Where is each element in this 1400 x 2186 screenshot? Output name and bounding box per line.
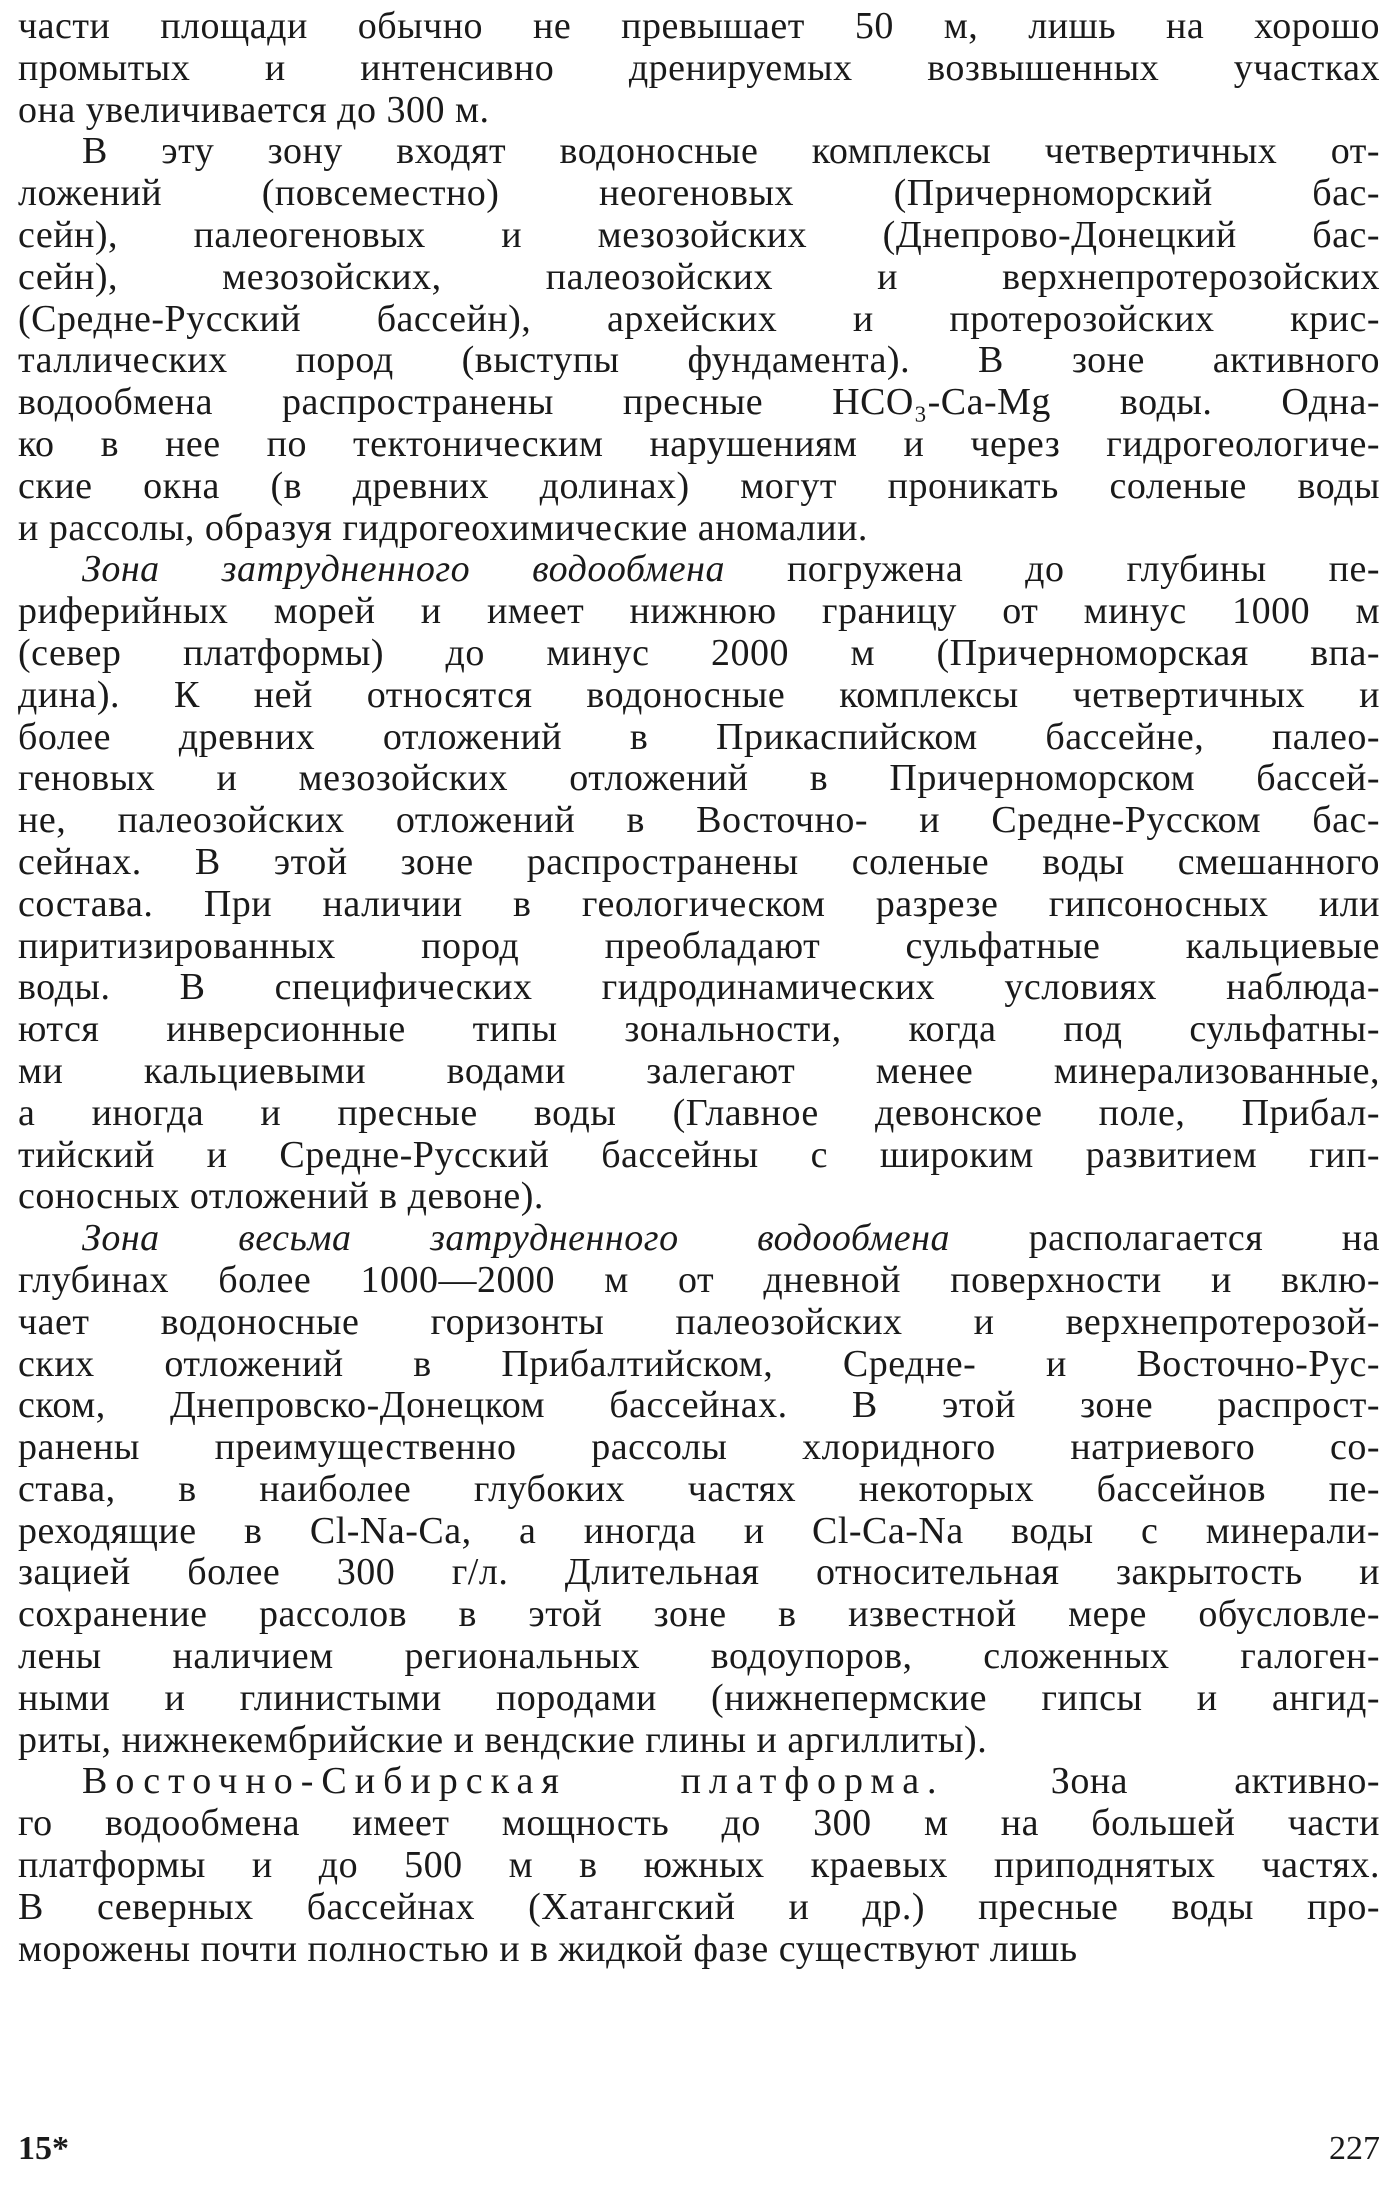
text-run: дина). К ней относятся водоносные комплексы четвертичных и bbox=[18, 674, 1380, 716]
text-line bbox=[18, 1929, 1380, 1971]
page-body bbox=[18, 6, 1380, 1970]
text-line bbox=[18, 1218, 1380, 1260]
text-line bbox=[18, 1887, 1380, 1929]
text-run: ложений (повсеместно) неогеновых (Причерноморский бас- bbox=[18, 173, 1380, 215]
text-run: реходящие в Cl-Na-Ca, а иногда и Cl-Ca-Na воды с минерали- bbox=[18, 1510, 1380, 1552]
text-run: лены наличием региональных водоупоров, сложенных галоген- bbox=[18, 1636, 1380, 1678]
text-line bbox=[18, 1385, 1380, 1427]
italic-run: Зона затрудненного водообмена bbox=[82, 549, 725, 591]
text-line bbox=[18, 466, 1380, 508]
text-line bbox=[18, 1009, 1380, 1051]
text-run: таллических пород (выступы фундамента). В зоне активного bbox=[18, 340, 1380, 382]
text-run: тийский и Средне-Русский бассейны с широким развитием гип- bbox=[18, 1134, 1380, 1176]
text-line bbox=[18, 257, 1380, 299]
text-line bbox=[18, 1636, 1380, 1678]
text-run: риты, нижнекембрийские и вендские глины и аргиллиты). bbox=[18, 1719, 988, 1761]
text-run: воды. В специфических гидродинамических условиях наблюда- bbox=[18, 967, 1380, 1009]
text-line bbox=[18, 424, 1380, 466]
text-run: состава. При наличии в геологическом разрезе гипсоносных или bbox=[18, 883, 1380, 925]
spaced-heading-run: Восточно-Сибирская платформа. bbox=[82, 1761, 945, 1803]
text-run: Зона активно- bbox=[944, 1761, 1380, 1803]
text-run: (север платформы) до минус 2000 м (Причерноморская впа- bbox=[18, 632, 1380, 674]
text-line bbox=[18, 1678, 1380, 1720]
signature-mark: 15* bbox=[18, 2130, 69, 2167]
text-line bbox=[18, 549, 1380, 591]
text-run: морожены почти полностью и в жидкой фазе существуют лишь bbox=[18, 1928, 1078, 1970]
paragraph bbox=[18, 131, 1380, 549]
text-run: ском, Днепровско-Донецком бассейнах. В этой зоне распрост- bbox=[18, 1385, 1380, 1427]
paragraph bbox=[18, 1218, 1380, 1761]
text-run: промытых и интенсивно дренируемых возвышенных участках bbox=[18, 47, 1380, 89]
text-line bbox=[18, 758, 1380, 800]
text-run: ными и глинистыми породами (нижнепермские гипсы и ангид- bbox=[18, 1677, 1380, 1719]
text-line bbox=[18, 1093, 1380, 1135]
text-run: го водообмена имеет мощность до 300 м на большей части bbox=[18, 1803, 1380, 1845]
text-line bbox=[18, 1720, 1380, 1762]
text-run: соносных отложений в девоне). bbox=[18, 1176, 544, 1218]
text-line bbox=[18, 967, 1380, 1009]
text-run: ранены преимущественно рассолы хлоридного натриевого со- bbox=[18, 1427, 1380, 1469]
text-run: ских отложений в Прибалтийском, Средне- и Восточно-Рус- bbox=[18, 1343, 1380, 1385]
text-line bbox=[18, 215, 1380, 257]
text-line bbox=[18, 1511, 1380, 1553]
text-line bbox=[18, 340, 1380, 382]
text-line bbox=[18, 1761, 1380, 1803]
page-footer bbox=[18, 2130, 1380, 2174]
text-line bbox=[18, 508, 1380, 550]
text-line bbox=[18, 1302, 1380, 1344]
text-run: чает водоносные горизонты палеозойских и верхнепротерозой- bbox=[18, 1301, 1380, 1343]
text-run: сохранение рассолов в этой зоне в известной мере обусловле- bbox=[18, 1594, 1380, 1636]
text-run: платформы и до 500 м в южных краевых приподнятых частях. bbox=[18, 1845, 1380, 1887]
text-line bbox=[18, 382, 1380, 424]
text-run: ются инверсионные типы зональности, когда под сульфатны- bbox=[18, 1009, 1380, 1051]
text-line bbox=[18, 1469, 1380, 1511]
text-run: ми кальциевыми водами залегают менее минерализованные, bbox=[18, 1050, 1380, 1092]
text-run: сейнах. В этой зоне распространены соленые воды смешанного bbox=[18, 841, 1380, 883]
text-run: а иногда и пресные воды (Главное девонское поле, Прибал- bbox=[18, 1092, 1380, 1134]
text-run: она увеличивается до 300 м. bbox=[18, 89, 490, 131]
text-line bbox=[18, 1051, 1380, 1093]
text-run: сейн), палеогеновых и мезозойских (Днепрово-Донецкий бас- bbox=[18, 214, 1380, 256]
text-run: более древних отложений в Прикаспийском бассейне, палео- bbox=[18, 716, 1380, 758]
text-line bbox=[18, 131, 1380, 173]
text-run: става, в наиболее глубоких частях некоторых бассейнов пе- bbox=[18, 1468, 1380, 1510]
text-line bbox=[18, 842, 1380, 884]
paragraph bbox=[18, 1761, 1380, 1970]
text-line bbox=[18, 884, 1380, 926]
text-run: ские окна (в древних долинах) могут проникать соленые воды bbox=[18, 465, 1380, 507]
text-run: погружена до глубины пе- bbox=[724, 549, 1380, 591]
text-run: и рассолы, образуя гидрогеохимические аномалии. bbox=[18, 507, 868, 549]
text-run: В эту зону входят водоносные комплексы четвертичных от- bbox=[82, 131, 1380, 173]
text-line bbox=[18, 1594, 1380, 1636]
text-line bbox=[18, 633, 1380, 675]
text-line bbox=[18, 1427, 1380, 1469]
text-line bbox=[18, 1135, 1380, 1177]
text-run: риферийных морей и имеет нижнюю границу от минус 1000 м bbox=[18, 591, 1380, 633]
text-line bbox=[18, 1803, 1380, 1845]
text-line bbox=[18, 90, 1380, 132]
text-line bbox=[18, 800, 1380, 842]
paragraph bbox=[18, 549, 1380, 1218]
text-line bbox=[18, 1260, 1380, 1302]
text-line bbox=[18, 1176, 1380, 1218]
text-run: В северных бассейнах (Хатангский и др.) пресные воды про- bbox=[18, 1886, 1380, 1928]
paragraph bbox=[18, 6, 1380, 131]
text-line bbox=[18, 926, 1380, 968]
text-line bbox=[18, 1845, 1380, 1887]
text-run: пиритизированных пород преобладают сульфатные кальциевые bbox=[18, 925, 1380, 967]
text-line bbox=[18, 675, 1380, 717]
text-run: (Средне-Русский бассейн), архейских и протерозойских крис- bbox=[18, 298, 1380, 340]
page-number: 227 bbox=[1329, 2130, 1380, 2167]
text-run: глубинах более 1000—2000 м от дневной поверхности и вклю- bbox=[18, 1259, 1380, 1301]
text-line bbox=[18, 299, 1380, 341]
text-run: сейн), мезозойских, палеозойских и верхнепротерозойских bbox=[18, 256, 1380, 298]
text-line bbox=[18, 48, 1380, 90]
text-line bbox=[18, 1344, 1380, 1386]
text-run: водообмена распространены пресные НСО₃-Са-Mg воды. Одна- bbox=[18, 382, 1380, 424]
text-line bbox=[18, 717, 1380, 759]
text-line bbox=[18, 591, 1380, 633]
text-line bbox=[18, 1552, 1380, 1594]
italic-run: Зона весьма затрудненного водообмена bbox=[82, 1218, 950, 1260]
text-run: располагается на bbox=[950, 1218, 1380, 1260]
text-run: части площади обычно не превышает 50 м, лишь на хорошо bbox=[18, 6, 1380, 47]
text-run: зацией более 300 г/л. Длительная относительная закрытость и bbox=[18, 1552, 1380, 1594]
text-line bbox=[18, 173, 1380, 215]
text-run: геновых и мезозойских отложений в Причерноморском бассей- bbox=[18, 758, 1380, 800]
text-run: ко в нее по тектоническим нарушениям и через гидрогеологиче- bbox=[18, 423, 1380, 465]
text-run: не, палеозойских отложений в Восточно- и Средне-Русском бас- bbox=[18, 800, 1380, 842]
text-line bbox=[18, 6, 1380, 48]
